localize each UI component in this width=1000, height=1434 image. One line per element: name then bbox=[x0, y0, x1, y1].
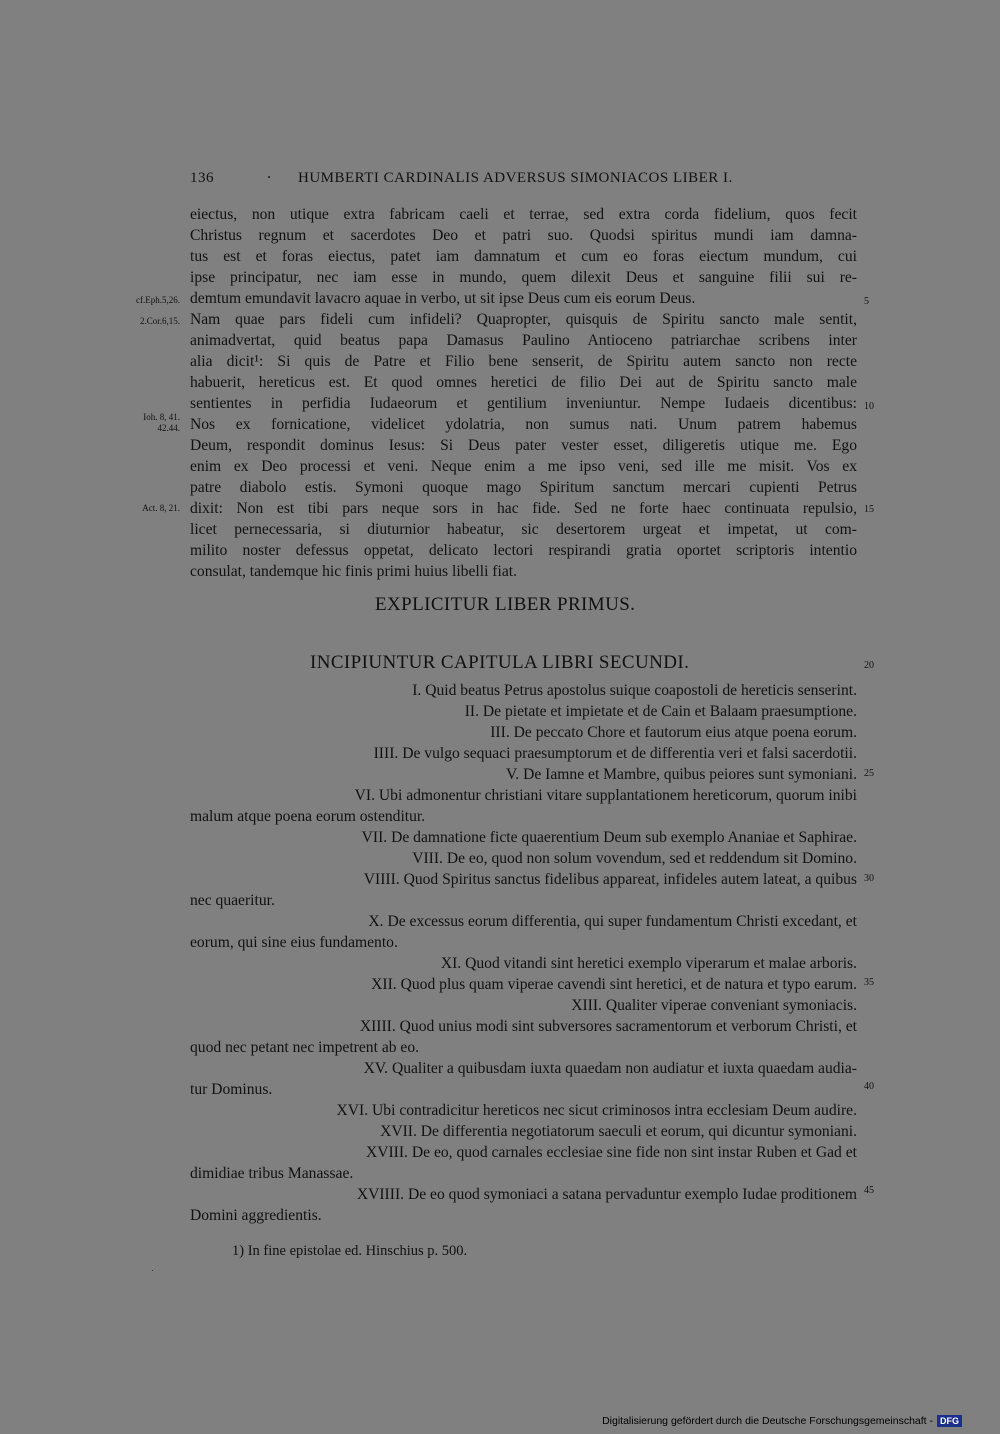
chapter-number: X. bbox=[368, 913, 384, 930]
chapter-item bbox=[337, 1100, 858, 1121]
chapter-item bbox=[412, 680, 857, 701]
chapter-title: Quod vitandi sint heretici exemplo viperarum et malae arboris. bbox=[465, 955, 857, 972]
body-line: eiectus, non utique extra fabricam caeli et terrae, sed extra corda fidelium, quos fecit bbox=[190, 206, 857, 223]
body-line: consulat, tandemque hic finis primi huius libelli fiat. bbox=[190, 563, 517, 580]
chapter-item bbox=[360, 1016, 857, 1037]
chapter-item bbox=[355, 785, 857, 806]
chapter-item bbox=[371, 974, 857, 995]
body-line: dixit: Non est tibi pars neque sors in hac fide. Sed ne forte haec continuata repulsio, bbox=[190, 500, 857, 517]
chapter-title: De excessus eorum differentia, qui super fundamentum Christi excedant, et bbox=[387, 913, 857, 930]
chapter-number: V. bbox=[506, 766, 520, 783]
chapter-title: De peccato Chore et fautorum eius atque poena eorum. bbox=[513, 724, 857, 741]
body-line: alia dicit¹: Si quis de Patre et Filio bene senserit, de Spiritu autem sancto non recte bbox=[190, 353, 857, 370]
body-line: tus est et foras eiectus, patet iam damnatum et cum eo foras eiectum mundum, cui bbox=[190, 248, 857, 265]
chapter-title-continuation: dimidiae tribus Manassae. bbox=[190, 1165, 354, 1182]
line-number: 35 bbox=[864, 977, 874, 988]
body-line: licet pernecessaria, si diuturnior habeatur, sic desertorem urgeat et impetat, ut com- bbox=[190, 521, 857, 538]
line-number: 10 bbox=[864, 401, 874, 412]
running-title: HUMBERTI CARDINALIS ADVERSUS SIMONIACOS LIBER I. bbox=[298, 170, 733, 186]
margin-ref-ioh-cont: 42.44. bbox=[157, 423, 180, 433]
chapter-title: De damnatione ficte quaerentium Deum sub exemplo Ananiae et Saphirae. bbox=[391, 829, 857, 846]
body-line: habuerit, hereticus est. Et quod omnes heretici de filio Dei aut de Spiritu sancto male bbox=[190, 374, 857, 391]
body-line: milito noster defessus oppetat, delicato lectori respirandi gratia oportet scriptoris intentio bbox=[190, 542, 857, 559]
chapter-number: XIIII. bbox=[359, 1018, 396, 1035]
margin-ref-ioh: Ioh. 8, 41. bbox=[143, 412, 180, 422]
body-line: patre diabolo estis. Symoni quoque mago Spiritum sanctum mercari cupienti Petrus bbox=[190, 479, 857, 496]
chapter-number: I. bbox=[412, 682, 422, 699]
chapter-number: XI. bbox=[440, 955, 462, 972]
chapter-item bbox=[368, 911, 857, 932]
chapter-title: De differentia negotiatorum saeculi et eorum, qui dicuntur symoniani. bbox=[420, 1123, 857, 1140]
body-line: Nos ex fornicatione, videlicet ydolatria, non sumus nati. Unum patrem habemus bbox=[190, 416, 857, 433]
chapter-item bbox=[380, 1121, 857, 1142]
chapter-number: III. bbox=[490, 724, 510, 741]
chapter-number: XVIII. bbox=[365, 1144, 408, 1161]
chapter-title: Quod unius modi sint subversores sacramentorum et verborum Christi, et bbox=[399, 1018, 857, 1035]
body-line: Nam quae pars fideli cum infideli? Quapropter, quisquis de Spiritu sancto male sentit, bbox=[190, 311, 857, 328]
chapter-number: VIII. bbox=[412, 850, 443, 867]
chapter-title: Quod Spiritus sanctus fidelibus appareat, infideles autem lateat, a quibus bbox=[403, 871, 857, 888]
chapter-item bbox=[364, 1058, 857, 1079]
line-number: 30 bbox=[864, 873, 874, 884]
chapter-item bbox=[374, 743, 857, 764]
chapter-number: VII. bbox=[361, 829, 388, 846]
chapter-number: VI. bbox=[354, 787, 375, 804]
line-number: 45 bbox=[864, 1185, 874, 1196]
page-number: 136 bbox=[190, 170, 214, 186]
chapter-item bbox=[506, 764, 857, 785]
chapter-item bbox=[490, 722, 857, 743]
body-line: enim ex Deo processi et veni. Neque enim a me ipso veni, sed ille me misit. Vos ex bbox=[190, 458, 857, 475]
incipit-heading: INCIPIUNTUR CAPITULA LIBRI SECUNDI. bbox=[310, 652, 690, 673]
digitization-footer bbox=[602, 1415, 962, 1427]
chapter-item bbox=[441, 953, 857, 974]
line-number: 20 bbox=[864, 660, 874, 671]
chapter-title: Qualiter viperae conveniant symoniacis. bbox=[605, 997, 857, 1014]
chapter-title: De eo, quod carnales ecclesiae sine fide non sint instar Ruben et Gad et bbox=[411, 1144, 857, 1161]
chapter-item bbox=[412, 848, 857, 869]
chapter-item bbox=[366, 1142, 857, 1163]
chapter-number: VIIII. bbox=[363, 871, 400, 888]
margin-ref-cor: 2.Cor.6,15. bbox=[139, 316, 180, 326]
chapter-number: XVIIII. bbox=[356, 1186, 405, 1203]
line-number: 5 bbox=[864, 296, 869, 307]
footer-text: Digitalisierung gefördert durch die Deutsche Forschungsgemeinschaft - bbox=[602, 1415, 933, 1427]
chapter-number: XIII. bbox=[571, 997, 602, 1014]
body-line: ipse principatur, nec iam esse in mundo, quem dilexit Deus et sanguine filii sui re- bbox=[190, 269, 857, 286]
chapter-title-continuation: eorum, qui sine eius fundamento. bbox=[190, 934, 398, 951]
chapter-number: II. bbox=[464, 703, 479, 720]
body-line: animadvertat, quid beatus papa Damasus Paulino Antioceno patriarchae scribens inter bbox=[190, 332, 857, 349]
explicit-heading: EXPLICITUR LIBER PRIMUS. bbox=[375, 594, 636, 615]
chapter-number: XVI. bbox=[336, 1102, 369, 1119]
chapter-title: De eo, quod non solum vovendum, sed et reddendum sit Domino. bbox=[446, 850, 857, 867]
speck bbox=[268, 176, 270, 178]
chapter-title: Qualiter a quibusdam iuxta quaedam non audiatur et iuxta quaedam audia- bbox=[391, 1060, 857, 1077]
line-number: 15 bbox=[864, 504, 874, 515]
chapter-item bbox=[364, 869, 857, 890]
footnote-text: 1) In fine epistolae ed. Hinschius p. 500. bbox=[232, 1243, 468, 1259]
chapter-number: XV. bbox=[363, 1060, 389, 1077]
chapter-title-continuation: Domini aggredientis. bbox=[190, 1207, 322, 1224]
chapter-item bbox=[571, 995, 857, 1016]
chapter-title: De vulgo sequaci praesumptorum et de differentia veri et falsi sacerdotii. bbox=[402, 745, 857, 762]
chapter-title-continuation: quod nec petant nec impetrent ab eo. bbox=[190, 1039, 420, 1056]
chapter-title: De eo quod symoniaci a satana pervaduntur exemplo Iudae proditionem bbox=[407, 1186, 857, 1203]
body-line: sentientes in perfidia Iudaeorum et gentilium inveniuntur. Nempe Iudaeis dicentibus: bbox=[190, 395, 857, 412]
chapter-title: De Iamne et Mambre, quibus peiores sunt symoniani. bbox=[523, 766, 857, 783]
chapter-title-continuation: tur Dominus. bbox=[190, 1081, 273, 1098]
speck bbox=[152, 1270, 153, 1271]
body-line: Deum, respondit dominus Iesus: Si Deus pater vester esset, diligeretis utique me. Ego bbox=[190, 437, 857, 454]
margin-ref-act: Act. 8, 21. bbox=[142, 503, 180, 513]
chapter-title: Quid beatus Petrus apostolus suique coapostoli de hereticis senserint. bbox=[425, 682, 857, 699]
chapter-item bbox=[357, 1184, 857, 1205]
body-line: Christus regnum et sacerdotes Deo et patri suo. Quodsi spiritus mundi iam damna- bbox=[190, 227, 857, 244]
dfg-logo: DFG bbox=[937, 1415, 962, 1427]
chapter-title: Quod plus quam viperae cavendi sint heretici, et de natura et typo earum. bbox=[400, 976, 857, 993]
chapter-title-continuation: nec quaeritur. bbox=[190, 892, 275, 909]
chapter-item bbox=[465, 701, 857, 722]
chapter-number: IIII. bbox=[373, 745, 399, 762]
chapter-number: XII. bbox=[371, 976, 397, 993]
chapter-item bbox=[362, 827, 857, 848]
chapter-title-continuation: malum atque poena eorum ostenditur. bbox=[190, 808, 426, 825]
chapter-number: XVII. bbox=[380, 1123, 417, 1140]
body-line: demtum emundavit lavacro aquae in verbo, ut sit ipse Deus cum eis eorum Deus. bbox=[190, 290, 696, 307]
line-number: 25 bbox=[864, 768, 874, 779]
footnote bbox=[232, 1243, 467, 1260]
chapter-title: Ubi contradicitur hereticos nec sicut criminosos intra ecclesiam Deum audire. bbox=[372, 1102, 857, 1119]
margin-ref-eph: cf.Eph.5,26. bbox=[136, 295, 180, 305]
chapter-title: Ubi admonentur christiani vitare supplantationem hereticorum, quorum inibi bbox=[378, 787, 857, 804]
line-number: 40 bbox=[864, 1081, 874, 1092]
chapter-title: De pietate et impietate et de Cain et Balaam praesumptione. bbox=[482, 703, 857, 720]
